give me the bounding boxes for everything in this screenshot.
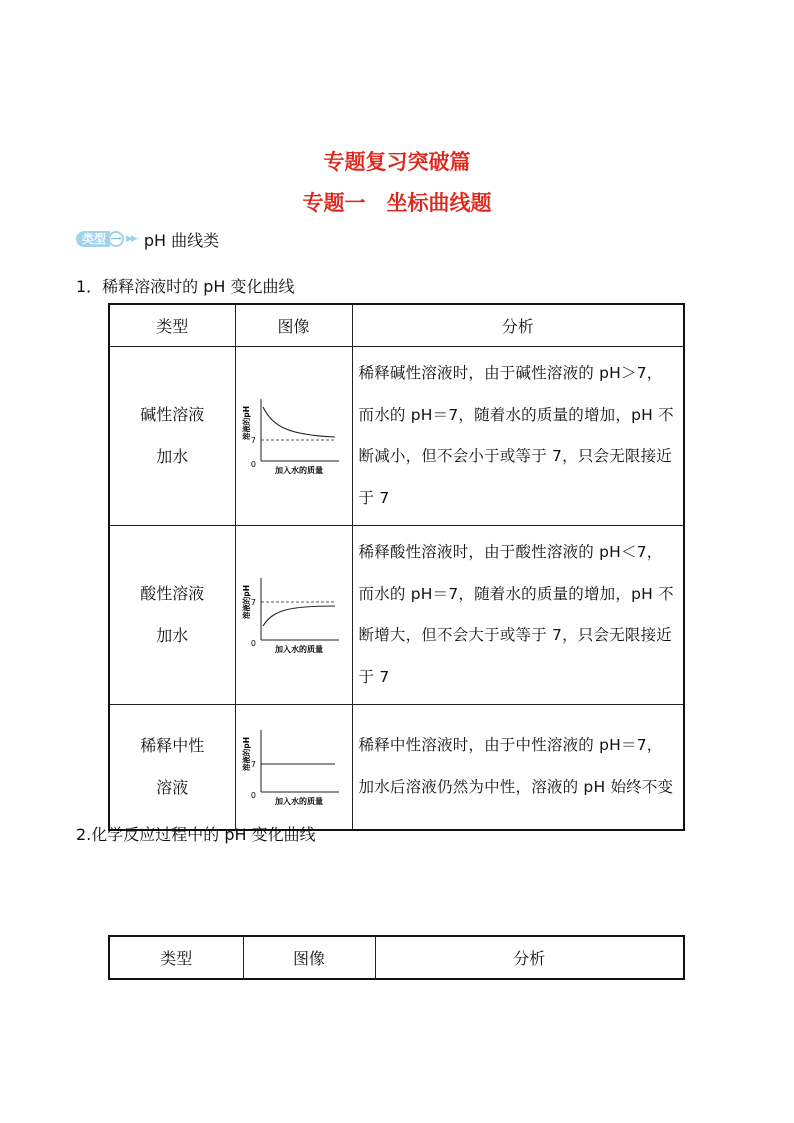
reaction-table	[108, 935, 685, 980]
section-heading-1: 1．稀释溶液时的 pH 变化曲线	[76, 277, 295, 296]
x-axis-label: 加入水的质量	[274, 796, 323, 806]
type-cell	[109, 347, 235, 526]
origin-label: 0	[250, 790, 256, 800]
x-axis-label: 加入水的质量	[274, 466, 323, 475]
graph-cell	[235, 347, 352, 526]
column-header-analysis: 分析	[375, 936, 684, 979]
dilution-table	[108, 303, 685, 831]
x-axis-label: 加入水的质量	[274, 645, 323, 654]
tick-label: 7	[250, 759, 256, 769]
y-axis-label: 溶液的pH	[241, 584, 251, 620]
graph-cell	[235, 705, 352, 830]
ph-graph-decreasing	[239, 389, 349, 479]
column-header-analysis: 分析	[352, 304, 684, 347]
origin-label: 0	[250, 460, 256, 469]
y-axis-label: 溶液的pH	[241, 736, 251, 771]
section-heading-2: 2.化学反应过程中的 pH 变化曲线	[76, 825, 316, 844]
tick-label: 7	[250, 436, 256, 445]
page-subtitle: 专题一 坐标曲线题	[302, 191, 492, 215]
column-header-type: 类型	[109, 936, 243, 979]
table-row	[109, 705, 684, 830]
type-line: 溶液	[156, 777, 189, 797]
type-line: 稀释中性	[140, 735, 205, 755]
table-header-row	[109, 936, 684, 979]
table-row	[109, 347, 684, 526]
type-line: 加水	[156, 626, 189, 645]
analysis-cell: 稀释中性溶液时，由于中性溶液的 pH＝7，加水后溶液仍然为中性，溶液的 pH 始终不变	[352, 705, 684, 830]
type-tag-number: 一	[108, 231, 124, 247]
table-row	[109, 526, 684, 705]
tick-label: 7	[250, 598, 256, 607]
origin-label: 0	[250, 639, 256, 648]
type-line: 碱性溶液	[140, 405, 205, 424]
column-header-graph: 图像	[243, 936, 375, 979]
ph-graph-constant	[239, 720, 349, 810]
type-cell	[109, 526, 235, 705]
type-tag-label: pH 曲线类	[143, 230, 220, 250]
y-axis-label: 溶液的pH	[241, 405, 251, 441]
analysis-cell: 稀释碱性溶液时，由于碱性溶液的 pH＞7，而水的 pH＝7，随着水的质量的增加，pH 不断减小，但不会小于或等于 7，只会无限接近于 7	[352, 347, 684, 526]
ph-curve	[263, 407, 335, 437]
type-line: 加水	[156, 447, 189, 466]
graph-cell	[235, 526, 352, 705]
type-line: 酸性溶液	[140, 584, 205, 603]
ph-curve	[263, 606, 335, 626]
column-header-graph: 图像	[235, 304, 352, 347]
page-title: 专题复习突破篇	[323, 150, 471, 174]
analysis-cell: 稀释酸性溶液时，由于酸性溶液的 pH＜7，而水的 pH＝7，随着水的质量的增加，pH 不断增大，但不会大于或等于 7，只会无限接近于 7	[352, 526, 684, 705]
ph-graph-increasing	[239, 568, 349, 658]
type-tag	[76, 230, 219, 248]
type-cell	[109, 705, 235, 830]
type-tag-pill: 类型	[76, 231, 110, 247]
double-arrow-icon: ▶▶	[126, 234, 136, 244]
table-header-row	[109, 304, 684, 347]
column-header-type: 类型	[109, 304, 235, 347]
